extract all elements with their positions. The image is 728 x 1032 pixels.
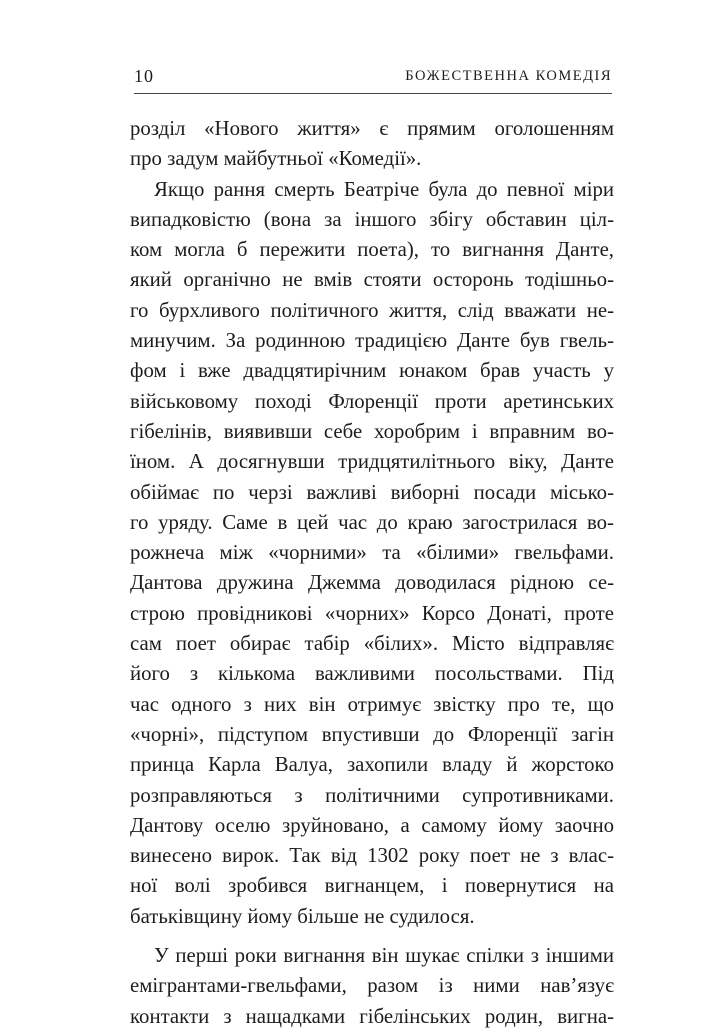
text-line: який органічно не вмів стояти осторонь тодішньо- <box>130 268 614 292</box>
text-line: фом і вже двадцятирічним юнаком брав участь у <box>130 359 614 383</box>
text-line: час одного з них він отримує звістку про те, що <box>130 692 614 716</box>
text-line: розправляються з політичними супротивниками. <box>130 783 614 807</box>
header-rule <box>134 93 612 94</box>
text-line: його з кількома важливими посольствами. Під <box>130 662 614 686</box>
page-number: 10 <box>134 66 154 86</box>
text-line: контакти з нащадками гібелінських родин, вигна- <box>130 1004 614 1028</box>
text-line: батьківщину йому більше не судилося. <box>130 904 475 928</box>
text-line: минучим. За родинною традицією Данте був гвель- <box>130 329 614 353</box>
text-line: їном. А досягнувши тридцятилітнього віку, Данте <box>130 450 614 474</box>
page-header <box>134 62 612 88</box>
text-line: Якщо рання смерть Беатріче була до певної міри <box>154 177 614 201</box>
text-line: випадковістю (вона за іншого збігу обставин ціл- <box>130 207 614 231</box>
text-line: Дантова дружина Джемма доводилася рідною се- <box>130 571 614 595</box>
text-line: строю провідникові «чорних» Корсо Донаті, проте <box>130 601 614 625</box>
text-line: принца Карла Валуа, захопили владу й жорстоко <box>130 753 614 777</box>
text-line: Дантову оселю зруйновано, а самому йому заочно <box>130 813 614 837</box>
text-line: го уряду. Саме в цей час до краю загострилася во- <box>130 510 614 534</box>
text-line: емігрантами-гвельфами, разом із ними нав’язує <box>130 974 614 998</box>
text-line: ної волі зробився вигнанцем, і повернутися на <box>130 874 614 898</box>
text-line: про задум майбутньої «Комедії». <box>130 147 422 171</box>
text-line: гібелінів, виявивши себе хоробрим і вправним во- <box>130 419 614 443</box>
text-line: обіймає по черзі важливі виборні посади місько- <box>130 480 614 504</box>
text-line: винесено вирок. Так від 1302 року поет не з влас- <box>130 844 614 868</box>
text-line: розділ «Нового життя» є прямим оголошенням <box>130 117 614 140</box>
running-title: БОЖЕСТВЕННА КОМЕДІЯ <box>405 68 612 84</box>
text-line: сам поет обирає табір «білих». Місто відправляє <box>130 632 614 656</box>
text-line: У перші роки вигнання він шукає спілки з іншими <box>154 944 614 968</box>
text-line: «чорні», підступом впустивши до Флоренції загін <box>130 722 614 746</box>
paragraph-gap <box>130 932 614 941</box>
text-line: го бурхливого політичного життя, слід вважати не- <box>130 298 614 322</box>
body-text <box>130 114 614 1032</box>
text-line: рожнеча між «чорними» та «білими» гвельфами. <box>130 541 614 565</box>
text-line: ком могла б пережити поета), то вигнання Данте, <box>130 238 614 262</box>
text-line: військовому поході Флоренції проти аретинських <box>130 389 614 413</box>
